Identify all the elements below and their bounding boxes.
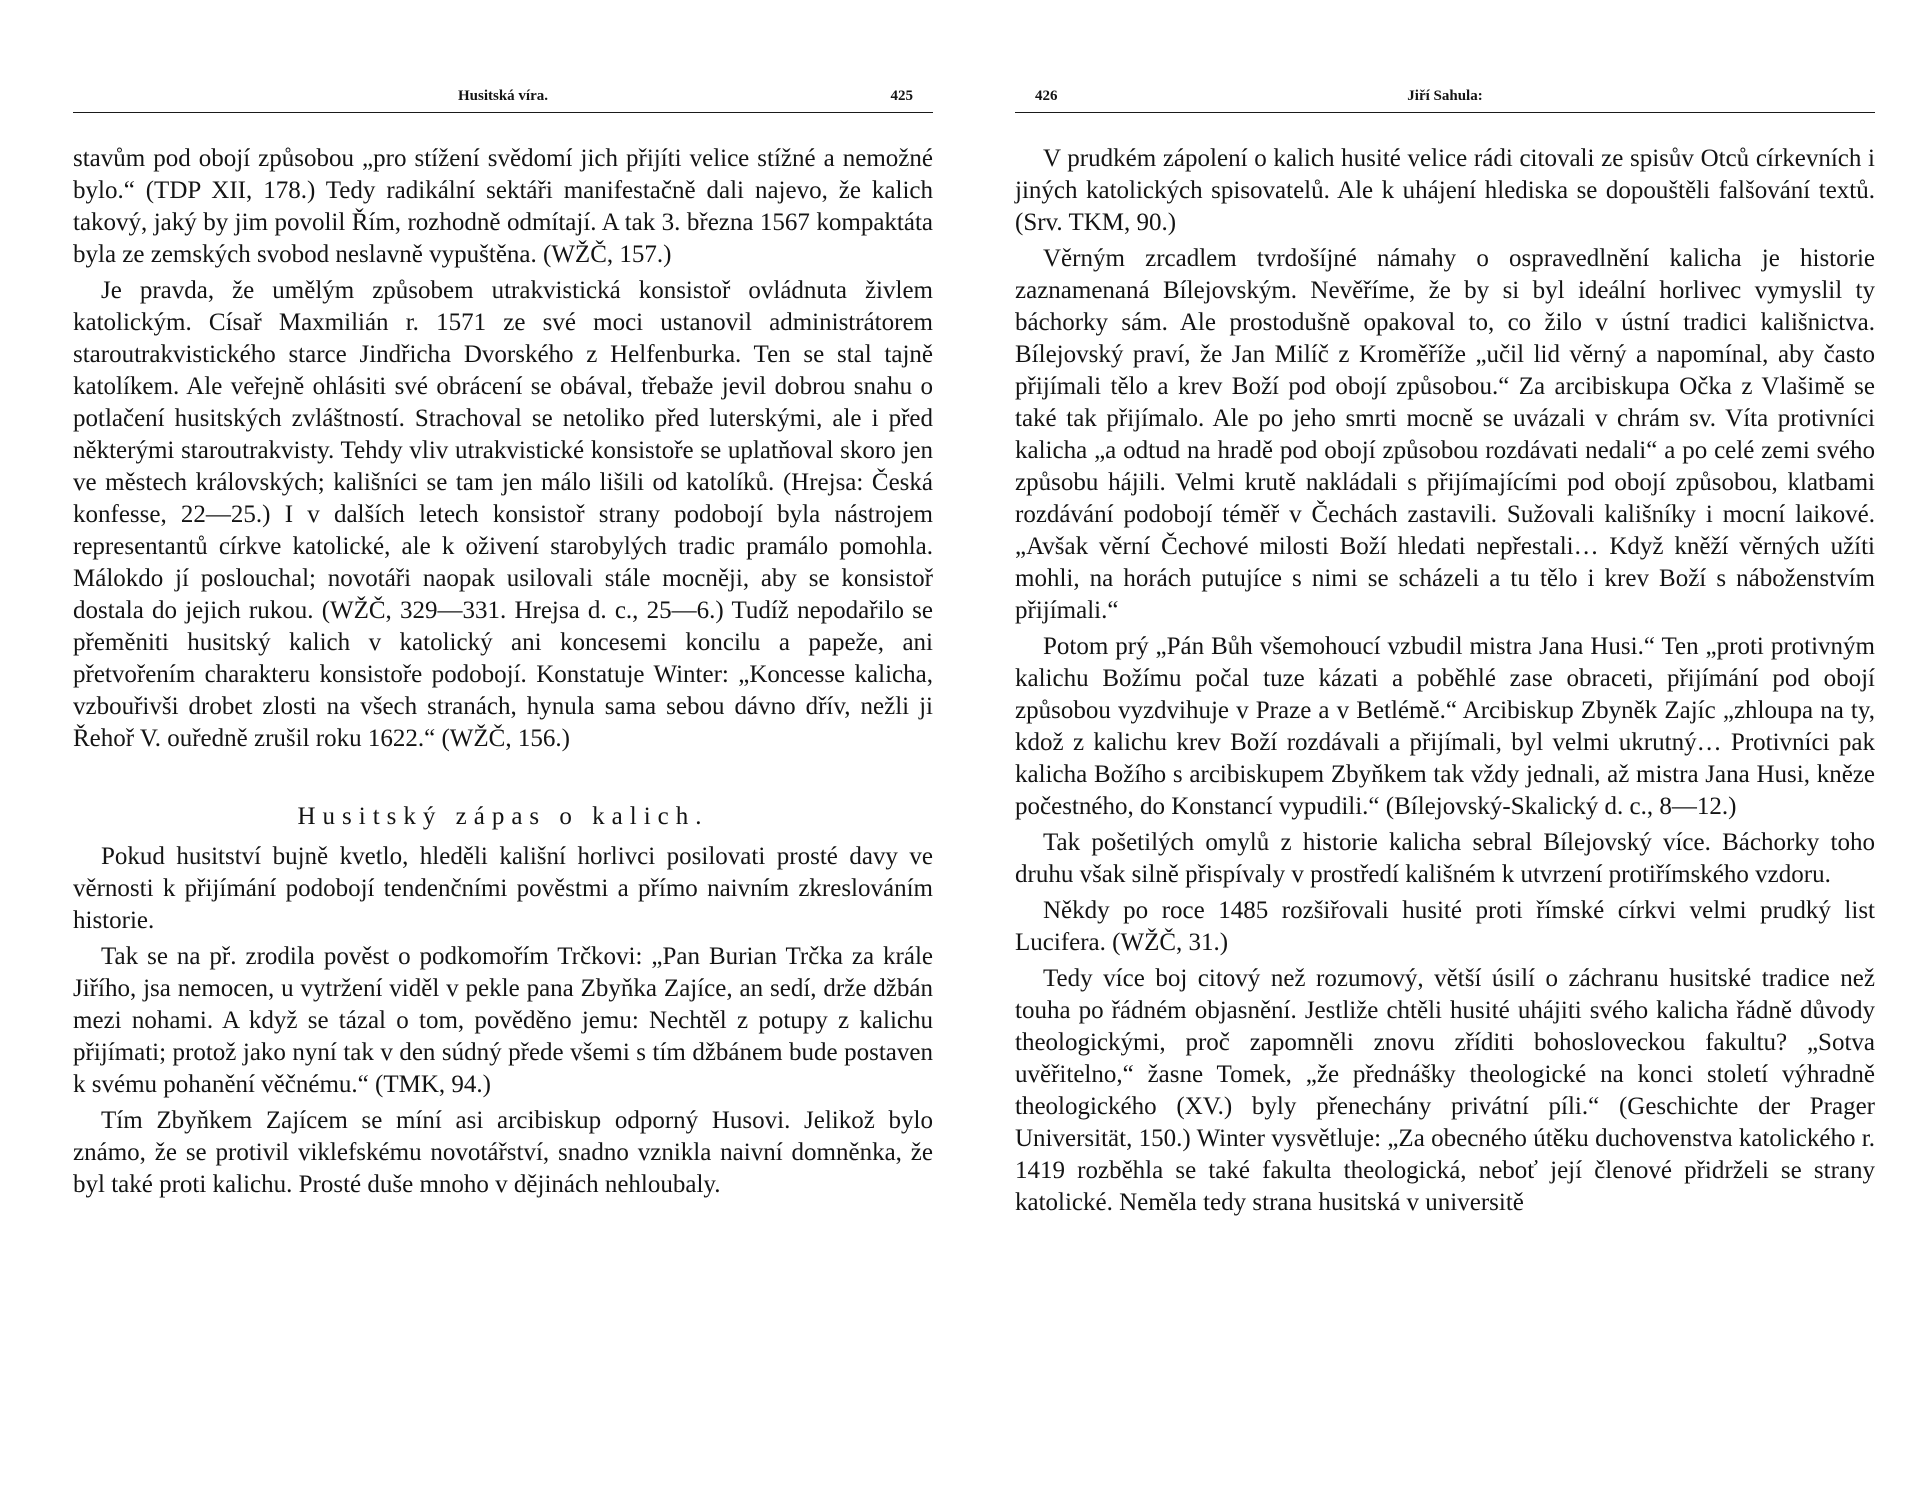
right-paragraph-4: Tak pošetilých omylů z historie kalicha sebral Bílejovský více. Báchorky toho druhu však silně přispívaly v prostředí kališném k utvrzení protiřímského vzdoru. xyxy=(1015,829,1875,888)
right-paragraph-6: Tedy více boj citový než rozumový, větší úsilí o záchranu husitské tradice než touha po řádném objasnění. Jestliže chtěli husité uhájiti svého kalicha řádně důvody theologickými, proč zapomněli znovu zříditi bohosloveckou fakultu? „Sotva uvěřitelno,“ žasne Tomek, „že přednášky theologické na konci století výhradně theologického (XV.) byly přenechány privátní píli.“ (Geschichte der Prager Universität, 150.) Winter vysvětluje: „Za obecného útěku duchovenstva katolického r. 1419 rozběhla se také fakulta theologická, neboť její členové přidrželi se strany katolické. Neměla tedy strana husitská v universitě xyxy=(1015,965,1875,1216)
right-page-body xyxy=(1015,143,1875,1219)
left-header-title: Husitská víra. xyxy=(457,88,548,104)
left-paragraph-4: Tak se na př. zrodila pověst o podkomořím Trčkovi: „Pan Burian Trčka za krále Jiřího, jsa nemocen, u vytržení viděl v pekle pana Zbyňka Zajíce, an sedí, drže džbán mezi nohami. A když se tázal o tom, pověděno jemu: Nechtěl z potupy z kalichu přijímati; protož jako nyní tak v den súdný přede všemi s tím džbánem bude postaven k svému pohanění věčnému.“ (TMK, 94.) xyxy=(73,943,933,1098)
left-page-header xyxy=(73,88,933,113)
left-paragraph-1: stavům pod obojí způsobou „pro stížení svědomí jich přijíti velice stížné a nemožné bylo.“ (TDP XII, 178.) Tedy radikální sektáři manifestačně dali najevo, že kalich takový, jaký by jim povolil Řím, rozhodně odmítají. A tak 3. března 1567 kompaktáta byla ze zemských svobod neslavně vypuštěna. (WŽČ, 157.) xyxy=(73,145,933,268)
right-paragraph-1: V prudkém zápolení o kalich husité velice rádi citovali ze spisův Otců církevních i jiných katolických spisovatelů. Ale k uhájení hlediska se dopouštěli falšování textů. (Srv. TKM, 90.) xyxy=(1015,145,1875,236)
left-page-body xyxy=(73,143,933,1201)
right-page-number: 426 xyxy=(1035,88,1058,104)
right-page-header xyxy=(1015,88,1875,113)
right-paragraph-2: Věrným zrcadlem tvrdošíjné námahy o ospravedlnění kalicha je historie zaznamenaná Bílejovským. Nevěříme, že by si byl ideální horlivec vymyslil ty báchorky sám. Ale prostodušně opakoval to, co žilo v ústní tradici kališnictva. Bílejovský praví, že Jan Milíč z Kroměříže „učil lid věrný a napomínal, aby často přijímali tělo a krev Boží pod obojí způsobou.“ Za arcibiskupa Očka z Vlašimě se také tak přijímalo. Ale po jeho smrti mocně se uvázali v chrám sv. Víta protivníci kalicha „a odtud na hradě pod obojí způsobou rozdávati nedali“ a po celé zemi svého způsobu hájili. Velmi krutě nakládali s přijímajícími pod obojí způsobou, klatbami rozdávání podobojí téměř v Čechách zastavili. Sužovali kališníky i mocní laikové. „Avšak věrní Čechové milosti Boží hledati nepřestali… Když kněží věrných užíti mohli, na horách putujíce s nimi se scházeli a tu tělo i krev Boží s náboženstvím přijímali.“ xyxy=(1015,245,1875,624)
left-paragraph-2: Je pravda, že umělým způsobem utrakvistická konsistoř ovládnuta živlem katolickým. Císař Maxmilián r. 1571 ze své moci ustanovil administrátorem staroutrakvistického starce Jindřicha Dvorského z Helfenburka. Ten se stal tajně katolíkem. Ale veřejně ohlásiti své obrácení se obával, třebaže jevil dobrou snahu o potlačení husitských zvláštností. Strachoval se netoliko před luterskými, ale i před některými staroutrakvisty. Tehdy vliv utrakvistické konsistoře se uplatňoval skoro jen ve městech královských; kališníci se tam jen málo lišili od katolíků. (Hrejsa: Česká konfesse, 22—25.) I v dalších letech konsistoř strany podobojí byla nástrojem representantů církve katolické, ale k oživení starobylých tradic pramálo pomohla. Málokdo jí poslouchal; novotáři naopak usilovali stále mocněji, aby se konsistoř dostala do jejich rukou. (WŽČ, 329—331. Hrejsa d. c., 25—6.) Tudíž nepodařilo se přeměniti husitský kalich v katolický ani koncesemi koncilu a papeže, ani přetvořením charakteru konsistoře podobojí. Konstatuje Winter: „Koncesse kalicha, vzbouřivši drobet zlosti na všech stranách, hynula sama sebou dávno dřív, nežli ji Řehoř V. ouředně zrušil roku 1622.“ (WŽČ, 156.) xyxy=(73,277,933,752)
left-paragraph-3: Pokud husitství bujně kvetlo, hleděli kališní horlivci posilovati prosté davy ve věrnosti k přijímání podobojí tendenčními pověstmi a přímo naivním zkreslováním historie. xyxy=(73,843,933,934)
left-paragraph-5: Tím Zbyňkem Zajícem se míní asi arcibiskup odporný Husovi. Jelikož bylo známo, že se protivil viklefskému novotářství, snadno vznikla naivní domněnka, že byl také proti kalichu. Prosté duše mnoho v dějinách nehloubaly. xyxy=(73,1107,933,1198)
section-heading: Husitský zápas o kalich. xyxy=(297,803,709,830)
right-paragraph-3: Potom prý „Pán Bůh všemohoucí vzbudil mistra Jana Husi.“ Ten „proti protivným kalichu Božímu počal tuze kázati a poběhlé zase obraceti, přijímání pod obojí způsobou vyzdvihuje v Praze a v Betlémě.“ Arcibiskup Zbyněk Zajíc „zhloupa na ty, kdož z kalichu krev Boží rozdávali a přijímali, byl velmi ukrutný… Protivníci pak kalicha Božího s arcibiskupem Zbyňkem tak vždy jednali, až mistra Jana Husi, kněze počestného, do Konstancí vypudili.“ (Bílejovský-Skalický d. c., 8—12.) xyxy=(1015,633,1875,820)
right-paragraph-5: Někdy po roce 1485 rozšiřovali husité proti římské církvi velmi prudký list Lucifera. (WŽČ, 31.) xyxy=(1015,897,1875,956)
left-page-number: 425 xyxy=(890,88,913,104)
right-header-title: Jiří Sahula: xyxy=(1407,88,1483,104)
left-page xyxy=(73,88,933,1205)
right-page xyxy=(1015,88,1875,1223)
